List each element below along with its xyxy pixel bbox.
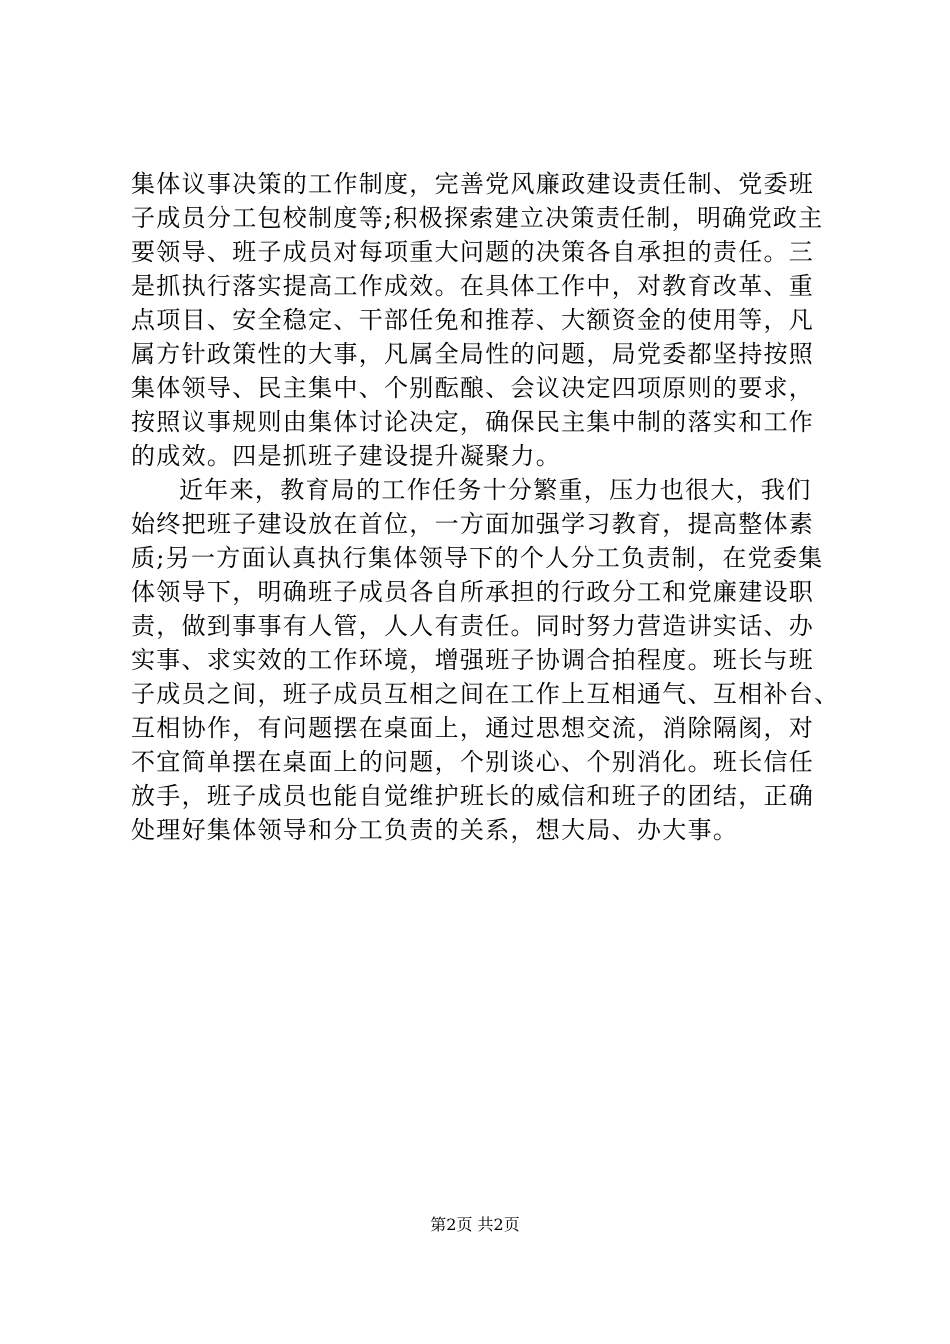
text-line: 处理好集体领导和分工负责的关系，想大局、办大事。 <box>131 816 739 844</box>
text-line: 属方针政策性的大事，凡属全局性的问题，局党委都坚持按照 <box>131 340 815 368</box>
text-line: 集体领导、民主集中、个别酝酿、会议决定四项原则的要求， <box>131 374 815 402</box>
text-line: 按照议事规则由集体讨论决定，确保民主集中制的落实和工作 <box>131 408 815 436</box>
text-line: 是抓执行落实提高工作成效。在具体工作中，对教育改革、重 <box>131 272 815 300</box>
text-line: 子成员之间，班子成员互相之间在工作上互相通气、互相补台、 <box>131 680 840 708</box>
text-line: 的成效。四是抓班子建设提升凝聚力。 <box>131 442 562 470</box>
paragraph-2 <box>131 473 840 847</box>
text-line: 始终把班子建设放在首位，一方面加强学习教育，提高整体素 <box>131 510 815 538</box>
text-line: 责，做到事事有人管，人人有责任。同时努力营造讲实话、办 <box>131 612 815 640</box>
text-line: 点项目、安全稳定、干部任免和推荐、大额资金的使用等，凡 <box>131 306 815 334</box>
text-line: 质;另一方面认真执行集体领导下的个人分工负责制，在党委集 <box>131 544 824 572</box>
text-line: 集体议事决策的工作制度，完善党风廉政建设责任制、党委班 <box>131 170 815 198</box>
document-body <box>131 167 840 847</box>
paragraph-1 <box>131 167 831 473</box>
text-line: 放手，班子成员也能自觉维护班长的威信和班子的团结，正确 <box>131 782 815 810</box>
text-line: 要领导、班子成员对每项重大问题的决策各自承担的责任。三 <box>131 238 815 266</box>
page-number-footer: 第2页 共2页 <box>430 1215 520 1234</box>
text-line: 子成员分工包校制度等;积极探索建立决策责任制，明确党政主 <box>131 204 824 232</box>
text-line: 近年来，教育局的工作任务十分繁重，压力也很大，我们 <box>179 476 812 504</box>
text-line: 互相协作，有问题摆在桌面上，通过思想交流，消除隔阂，对 <box>131 714 815 742</box>
text-line: 不宜简单摆在桌面上的问题，个别谈心、个别消化。班长信任 <box>131 748 815 776</box>
text-line: 实事、求实效的工作环境，增强班子协调合拍程度。班长与班 <box>131 646 815 674</box>
text-line: 体领导下，明确班子成员各自所承担的行政分工和党廉建设职 <box>131 578 815 606</box>
